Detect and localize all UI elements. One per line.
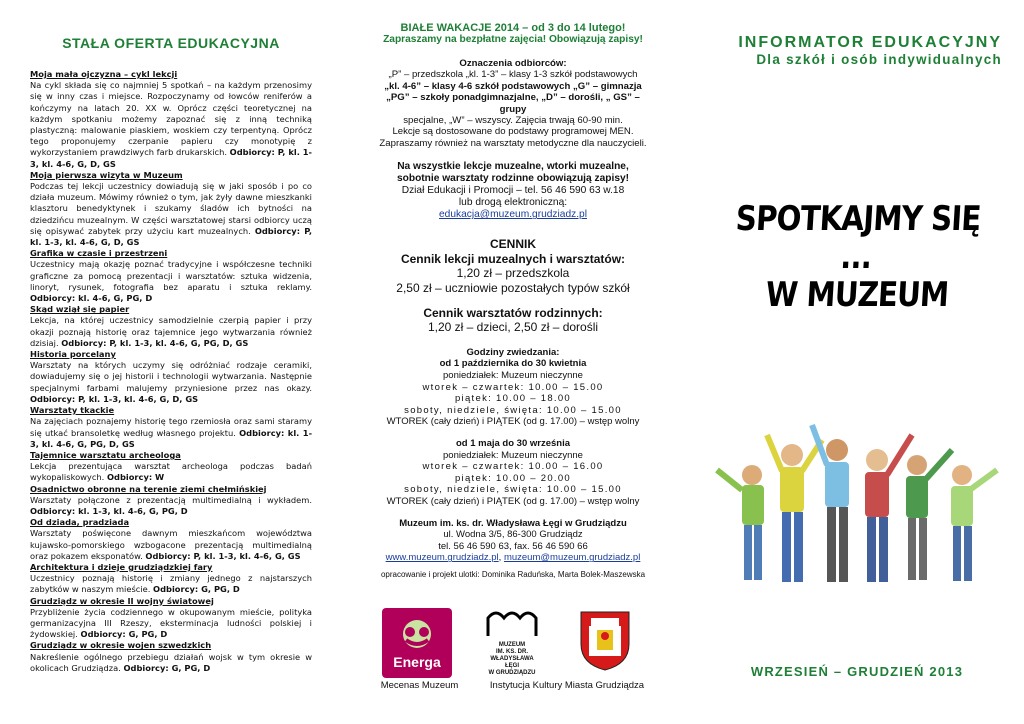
- lesson-description: Warsztaty na których uczymy się odróżniać rodzaje ceramiki, dowiadujemy się o jej historii i technologii wytwarzania. Następnie specjalnymi farbami malujemy przyniesione przez nas okazy.: [30, 360, 312, 393]
- museum-logo-text: MUZEUM: [498, 642, 526, 648]
- lesson-description: Podczas tej lekcji uczestnicy dowiadują się w jaki sposób i po co działa muzeum. Mówimy również o tym, jak żyły dawne mieszkanki klasztoru benedyktynek i szukamy śladów ich bytności na dziedzińcu muzealnym. W części warsztatowej starsi odbiorcy uczą się opisywać zabytek przy użyciu kart muzealnych.: [30, 181, 312, 236]
- hours-line: piątek: 10.00 – 20.00: [454, 472, 572, 484]
- museum-logo: [482, 608, 542, 678]
- lesson-title: Grafika w czasie i przestrzeni: [30, 248, 168, 259]
- lesson-audience: Odbiorcy: P, kl. 1-3, kl. 4-6, G, D, GS: [30, 393, 199, 404]
- lesson-description: Uczestnicy mają okazję poznać tradycyjne i współczesne techniki graficzne za pomocą prezentacji i warsztatów: sztuka widzenia, linoryt, rysunek, fotografia bez aparatu i sztuka reklamy.: [30, 259, 312, 292]
- opening-hours: [372, 347, 654, 508]
- hours-line: soboty, niedziele, święta: 10.00 – 15.00: [404, 484, 622, 496]
- hours-line: WTOREK (cały dzień) i PIĄTEK (od g. 17.00) – wstęp wolny: [386, 495, 640, 507]
- children-photo: [712, 415, 1002, 605]
- cover-subtitle: Dla szkół i osób indywidualnych: [756, 52, 1002, 67]
- lesson-title: Skąd wziął się papier: [30, 304, 130, 315]
- hours-line: WTOREK (cały dzień) i PIĄTEK (od g. 17.00) – wstęp wolny: [386, 416, 640, 428]
- lesson-description: Lekcja prezentująca warsztat archeologa podczas badań wykopaliskowych.: [30, 461, 312, 483]
- pricing-section: [372, 237, 654, 335]
- museum-logo-text: W GRUDZIĄDZU: [488, 670, 536, 676]
- lesson-title: Moja pierwsza wizyta w Muzeum: [30, 169, 183, 180]
- season-footer: WRZESIEŃ – GRUDZIEŃ 2013: [750, 664, 964, 679]
- lesson-description: Nakreślenie ogólnego przebiegu działań wojsk w tym okresie w okolicach Grudziądza.: [30, 651, 312, 673]
- cover-title: INFORMATOR EDUKACYJNY: [738, 34, 1002, 51]
- lesson-audience: Odbiorcy: P, kl. 1-3, kl. 4-6, G, GS: [145, 550, 301, 561]
- lesson-item: [30, 304, 312, 349]
- price-line: 2,50 zł – uczniowie pozostałych typów szkół: [396, 281, 630, 296]
- cover-headline: [712, 200, 1002, 314]
- booking-line: sobotnie warsztaty rodzinne obowiązują zapisy!: [396, 173, 630, 185]
- lesson-audience: Odbiorcy: P, kl. 1-3, kl. 4-6, G, D, GS: [30, 147, 312, 169]
- lesson-title: Historia porcelany: [30, 349, 116, 360]
- lesson-item: [30, 596, 312, 641]
- legend-title: Oznaczenia odbiorców:: [459, 58, 567, 69]
- coat-of-arms-icon: [577, 608, 633, 672]
- legend-line: Zapraszamy również na warsztaty metodyczne dla nauczycieli.: [379, 137, 647, 149]
- child-figure: [865, 435, 912, 582]
- hours-title: Godziny zwiedzania:: [466, 346, 560, 358]
- child-figure: [951, 465, 997, 581]
- pricing-lessons-heading: Cennik lekcji muzealnych i warsztatów:: [400, 251, 626, 266]
- right-panel: [712, 0, 1002, 724]
- lesson-description: Uczestnicy poznają historię i zmiany jednego z najstarszych zabytków w naszym mieście.: [30, 573, 312, 595]
- patron-caption: Mecenas Muzeum: [380, 680, 459, 691]
- lesson-description: Przybliżenie życia codziennego w okupowanym mieście, polityka germanizacyjna III Rzeszy, eksterminacja ludności polskiej i żydowskiej.: [30, 606, 312, 640]
- website-link[interactable]: www.muzeum.grudziadz.pl: [385, 552, 499, 564]
- lesson-list: [30, 69, 312, 674]
- phone: tel. 56 46 590 63, fax. 56 46 590 66: [438, 540, 588, 552]
- lesson-item: [30, 517, 312, 562]
- lesson-title: Od dziada, pradziada: [30, 517, 130, 528]
- middle-panel: [372, 0, 654, 724]
- museum-arch-icon: [482, 608, 542, 638]
- hours-period-1: od 1 października do 30 kwietnia: [439, 358, 587, 370]
- hours-line: wtorek – czwartek: 10.00 – 15.00: [422, 381, 604, 393]
- left-panel: [30, 0, 312, 724]
- lesson-item: [30, 450, 312, 484]
- legend-line: „PG” – szkoły ponadgimnazjalne, „D” – dorośli, „ GS” – grupy: [386, 92, 640, 115]
- hours-line: piątek: 10.00 – 18.00: [454, 393, 572, 405]
- museum-logo-text: ŁĘGI: [504, 663, 519, 669]
- education-email-link[interactable]: edukacja@muzeum.grudziadz.pl: [439, 209, 587, 221]
- lesson-item: [30, 349, 312, 405]
- contact-block: Muzeum im. ks. dr. Władysława Łęgi w Grudziądzu ul. Wodna 3/5, 86-300 Grudziądz tel. 56 46 590 63, fax. 56 46 590 66 www.muzeum.grudziadz.pl, muzeum@muzeum.grudziadz.pl opracowanie i projekt ulotki: Dominika Raduńska, Marta Bolek-Maszewska: [372, 518, 654, 581]
- dept-line: Dział Edukacji i Promocji – tel. 56 46 590 63 w.18: [401, 185, 625, 197]
- address: ul. Wodna 3/5, 86-300 Grudziądz: [443, 529, 583, 541]
- hours-period-2: od 1 maja do 30 września: [455, 437, 571, 449]
- booking-line: Na wszystkie lekcje muzealne, wtorki muzealne,: [397, 161, 629, 173]
- winter-holiday-subheading: Zapraszamy na bezpłatne zajęcia! Obowiązują zapisy!: [383, 34, 643, 45]
- legend-line: Lekcje są dostosowane do podstawy programowej MEN.: [392, 126, 634, 138]
- booking-info: [372, 161, 654, 221]
- lesson-audience: Odbiorcy: kl. 1-3, kl. 4-6, G, PG, D: [30, 505, 188, 516]
- lesson-title: Warsztaty tkackie: [30, 405, 115, 416]
- headline-line: SPOTKAJMY SIĘ ...: [734, 199, 982, 277]
- lesson-description: Na zajęciach poznajemy historię tego rzemiosła oraz sami staramy się utkać bransoletkę według własnego projektu.: [30, 416, 312, 438]
- audience-legend: [372, 58, 654, 149]
- lesson-item: [30, 562, 312, 596]
- pricing-family-heading: Cennik warsztatów rodzinnych:: [423, 305, 603, 320]
- lesson-title: Tajemnice warsztatu archeologa: [30, 449, 181, 460]
- lesson-description: Warsztaty poświęcone dawnym mieszkańcom województwa kujawsko-pomorskiego wzbogacone prezentacją multimedialną oraz pokazem eksponatów.: [30, 528, 312, 561]
- left-title: STAŁA OFERTA EDUKACYJNA: [62, 35, 280, 51]
- lesson-audience: Odbiorcy: G, PG, D: [153, 584, 240, 595]
- lesson-title: Grudziądz w okresie wojen szwedzkich: [30, 640, 212, 651]
- lesson-title: Architektura i dzieje grudziądzkiej fary: [30, 561, 213, 572]
- credits: opracowanie i projekt ulotki: Dominika Raduńska, Marta Bolek-Maszewska: [380, 569, 646, 579]
- museum-logo-text: WŁADYSŁAWA: [490, 656, 534, 662]
- hours-line: poniedziałek: Muzeum nieczynne: [443, 449, 583, 461]
- lesson-audience: Odbiorcy: kl. 4-6, G, PG, D: [30, 293, 153, 304]
- legend-line: specjalne, „W” – wszyscy. Zajęcia trwają 60-90 min.: [403, 115, 623, 127]
- legend-line: „kl. 4-6” – klasy 4-6 szkół podstawowych „G” – gimnazja: [384, 80, 642, 92]
- lesson-audience: Odbiorcy: kl. 1-3, kl. 4-6, G, PG, D, GS: [30, 427, 313, 449]
- email-label: lub drogą elektroniczną:: [458, 197, 568, 209]
- hours-line: wtorek – czwartek: 10.00 – 16.00: [422, 461, 604, 473]
- lesson-audience: Odbiorcy: P, kl. 1-3, kl. 4-6, G, PG, D, GS: [61, 337, 249, 348]
- energa-logo: [382, 608, 452, 678]
- child-figure: [767, 435, 822, 582]
- price-line: 1,20 zł – dzieci, 2,50 zł – dorośli: [427, 320, 599, 335]
- lesson-description: Na cykl składa się co najmniej 5 spotkań – na każdym przenosimy się w inny czas i miejsce. Rozpoczynamy od łowców reniferów a kończymy na latach 20. XX w. Oprócz części teoretycznej na każdym spotkaniu możemy zapoznać się z inną techniką plastyczną: malowanie piaskiem, woskiem czy terpentyną. Oprócz tego proponujemy czerpanie papieru czy monotypię z wykorzystaniem prawdziwych farb drukarskich.: [30, 80, 312, 158]
- child-figure: [717, 465, 764, 580]
- child-figure: [906, 450, 952, 580]
- hours-line: poniedziałek: Muzeum nieczynne: [443, 370, 583, 381]
- lesson-item: [30, 640, 312, 674]
- lesson-audience: Odbiorcy: G, PG, D: [123, 662, 211, 673]
- city-coat-of-arms: [577, 608, 633, 672]
- lesson-item: [30, 484, 312, 518]
- lesson-item: [30, 405, 312, 450]
- pricing-heading: CENNIK: [489, 237, 536, 252]
- lesson-item: [30, 69, 312, 170]
- museum-logo-text: IM. KS. DR.: [495, 649, 528, 655]
- museum-name: Muzeum im. ks. dr. Władysława Łęgi w Grudziądzu: [399, 517, 627, 529]
- hours-line: soboty, niedziele, święta: 10.00 – 15.00: [404, 404, 622, 416]
- lesson-title: Moja mała ojczyzna – cykl lekcji: [30, 69, 178, 79]
- lesson-description: Warsztaty połączone z prezentacją multimedialną i wykładem.: [30, 494, 312, 505]
- lesson-audience: Odbiorcy: W: [106, 472, 165, 483]
- lesson-item: [30, 170, 312, 248]
- museum-email-link[interactable]: muzeum@muzeum.grudziadz.pl: [503, 552, 641, 564]
- lesson-description: Lekcja, na której uczestnicy samodzielnie czerpią papier i przy okazji poznają historię oraz tajemnice jego wytwarzania również dzisiaj.: [30, 315, 312, 348]
- legend-line: „P” – przedszkola „kl. 1-3” – klasy 1-3 szkół podstawowych: [388, 69, 638, 81]
- lesson-audience: Odbiorcy: P, kl. 1-3, kl. 4-6, G, D, GS: [30, 225, 313, 248]
- institution-caption: Instytucja Kultury Miasta Grudziądza: [489, 680, 645, 691]
- lesson-title: Grudziądz w okresie II wojny światowej: [30, 595, 214, 606]
- lesson-title: Osadnictwo obronne na terenie ziemi chełmińskiej: [30, 483, 267, 494]
- price-line: 1,20 zł – przedszkola: [456, 266, 570, 281]
- energa-label: Energa: [393, 654, 441, 670]
- winter-holiday-heading: BIAŁE WAKACJE 2014 – od 3 do 14 lutego!: [400, 22, 626, 34]
- lesson-item: [30, 248, 312, 304]
- lesson-audience: Odbiorcy: G, PG, D: [80, 629, 168, 640]
- headline-line: W MUZEUM: [764, 275, 950, 315]
